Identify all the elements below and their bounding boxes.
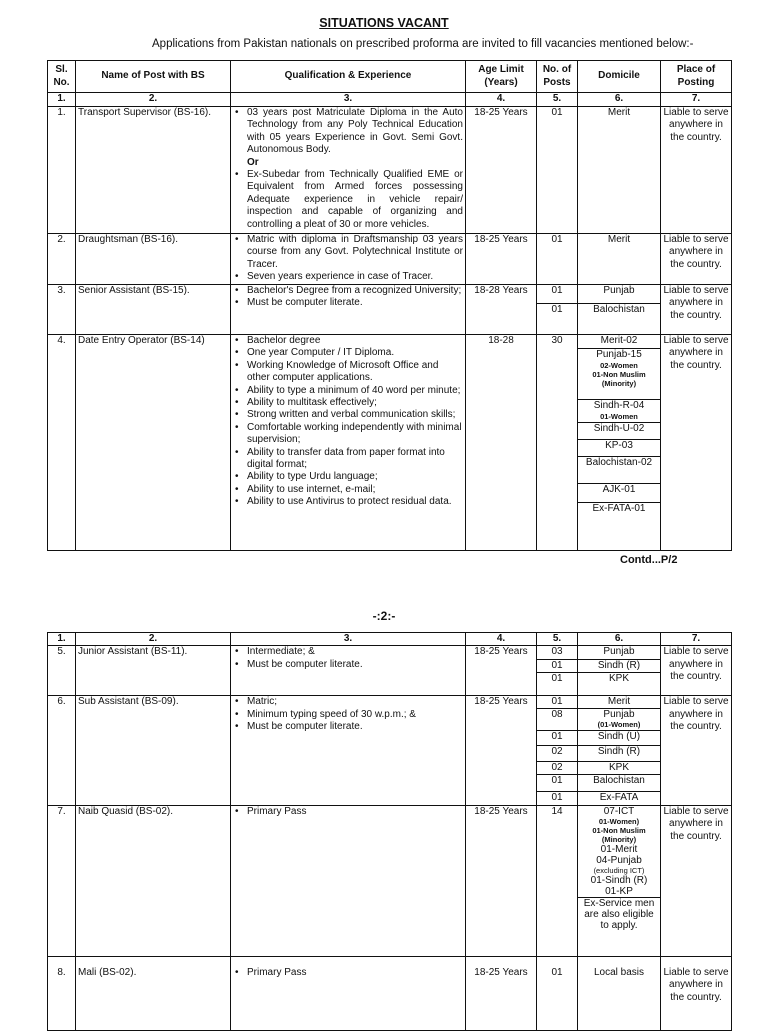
row-place: Liable to serve anywhere in the country.	[661, 696, 732, 805]
col-num: 5.	[537, 93, 578, 107]
row-age: 18-25 Years	[466, 234, 537, 285]
row-domicile: Local basis	[578, 956, 661, 1030]
qualification-item: • Matric with diploma in Draftsmanship 03 years course from any Govt. Polytechnical Institute or Tracer.	[247, 234, 463, 271]
col-num: 2.	[76, 93, 231, 107]
qualification-item: • Must be computer literate.	[247, 659, 463, 671]
posts-value: 01	[537, 303, 577, 316]
qualification-item: • Ex-Subedar from Technically Qualified EME or Equivalent from Armed forces possessing Adequate experience in vehicle repair/ inspection and capable of organizing and controlling a pleat of 30 or more vehicles.	[247, 169, 463, 231]
vacancy-table-page2	[47, 632, 732, 1031]
qualification-item: • Intermediate; &	[247, 646, 463, 658]
row-posts: 30	[537, 335, 578, 551]
domicile-value: Balochistan	[578, 303, 660, 316]
row-post: Date Entry Operator (BS-14)	[76, 335, 231, 551]
header-row	[48, 61, 732, 93]
row-qualification	[231, 696, 466, 805]
posts-value: 01	[551, 285, 563, 296]
page-title: SITUATIONS VACANT	[319, 16, 449, 30]
column-number-row	[48, 93, 732, 107]
qualification-item: • Bachelor's Degree from a recognized University;	[247, 285, 463, 297]
row-post: Sub Assistant (BS-09).	[76, 696, 231, 805]
row-age: 18-25 Years	[466, 805, 537, 956]
row-place: Liable to serve anywhere in the country.	[661, 805, 732, 956]
row-sl: 1.	[48, 107, 76, 234]
col-num: 4.	[466, 93, 537, 107]
row-age: 18-25 Years	[466, 107, 537, 234]
header-qualification: Qualification & Experience	[231, 61, 466, 93]
posts-value: 01	[537, 730, 577, 745]
row-age: 18-28	[466, 335, 537, 551]
domicile-note: (excluding ICT)	[593, 865, 645, 875]
row-domicile	[578, 805, 661, 956]
qualification-item: • Ability to use internet, e-mail;	[247, 484, 463, 496]
page-number-marker: -:2:-	[372, 609, 396, 623]
row-posts	[537, 696, 578, 805]
row-age: 18-25 Years	[466, 956, 537, 1030]
row-posts	[537, 646, 578, 696]
domicile-value: 04-Punjab	[596, 854, 642, 866]
qualification-item: • One year Computer / IT Diploma.	[247, 347, 463, 359]
posts-value: 02	[537, 761, 577, 774]
domicile-note: 01-Non Muslim	[592, 825, 646, 835]
domicile-value: KPK	[578, 761, 660, 774]
domicile-value: 07-ICT	[603, 805, 635, 817]
col-num: 1.	[48, 93, 76, 107]
domicile-note: (Minority)	[601, 379, 637, 389]
posts-value: 01	[537, 672, 577, 685]
domicile-value: Punjab-15	[596, 349, 642, 360]
domicile-group	[578, 708, 660, 730]
col-num: 7.	[661, 633, 732, 646]
row-qualification	[231, 646, 466, 696]
row-qualification	[231, 234, 466, 285]
table-row	[48, 956, 732, 1030]
row-place: Liable to serve anywhere in the country.	[661, 956, 732, 1030]
domicile-value: KP-03	[578, 439, 660, 456]
row-sl: 6.	[48, 696, 76, 805]
domicile-note: (01-Women)	[597, 720, 641, 730]
table-row	[48, 646, 732, 696]
domicile-value: 01-Sindh (R)	[590, 874, 648, 886]
domicile-value: 01-Merit	[600, 843, 638, 855]
qualification-item: • Minimum typing speed of 30 w.p.m.; &	[247, 709, 463, 721]
col-num: 4.	[466, 633, 537, 646]
row-age: 18-25 Years	[466, 696, 537, 805]
row-sl: 8.	[48, 956, 76, 1030]
domicile-note: 01-Non Muslim	[592, 370, 646, 380]
qualification-item: • Ability to transfer data from paper format into digital format;	[247, 447, 463, 472]
col-num: 1.	[48, 633, 76, 646]
col-num: 3.	[231, 633, 466, 646]
row-post: Naib Quasid (BS-02).	[76, 805, 231, 956]
row-qualification	[231, 956, 466, 1030]
qualification-item: • Ability to type a minimum of 40 word per minute;	[247, 385, 463, 397]
qualification-item: • Comfortable working independently with minimal supervision;	[247, 422, 463, 447]
row-qualification	[231, 805, 466, 956]
row-posts: 14	[537, 805, 578, 956]
col-num: 7.	[661, 93, 732, 107]
row-age: 18-25 Years	[466, 646, 537, 696]
qualification-item: • Working Knowledge of Microsoft Office and other computer applications.	[247, 360, 463, 385]
row-place: Liable to serve anywhere in the country.	[661, 335, 732, 551]
domicile-value: KPK	[578, 672, 660, 685]
domicile-value: Balochistan-02	[578, 456, 660, 483]
row-sl: 7.	[48, 805, 76, 956]
row-post: Senior Assistant (BS-15).	[76, 285, 231, 335]
qualification-item: • Must be computer literate.	[247, 721, 463, 733]
posts-value: 02	[537, 745, 577, 761]
col-num: 2.	[76, 633, 231, 646]
col-num: 6.	[578, 93, 661, 107]
row-domicile: Merit	[578, 107, 661, 234]
row-domicile	[578, 335, 661, 551]
row-qualification	[231, 107, 466, 234]
qualification-item: • Ability to type Urdu language;	[247, 471, 463, 483]
domicile-note: 02-Women	[600, 361, 638, 371]
posts-value: 08	[537, 708, 577, 730]
qualification-item: • 03 years post Matriculate Diploma in the Auto Technology from any Poly Technical Education with 05 years Experience in Govt. Semi Govt. Autonomous Body.	[247, 107, 463, 157]
row-sl: 2.	[48, 234, 76, 285]
domicile-value: Punjab	[603, 709, 635, 721]
qualification-item: • Must be computer literate.	[247, 297, 463, 309]
domicile-group	[578, 399, 660, 422]
row-place: Liable to serve anywhere in the country.	[661, 107, 732, 234]
row-qualification	[231, 335, 466, 551]
intro-text: Applications from Pakistan nationals on prescribed proforma are invited to fill vacancies mentioned below:-	[152, 38, 694, 50]
domicile-note: 01-Women)	[598, 816, 640, 826]
domicile-value: Ex-FATA	[578, 791, 660, 804]
row-sl: 5.	[48, 646, 76, 696]
domicile-group	[578, 348, 660, 399]
row-post: Transport Supervisor (BS-16).	[76, 107, 231, 234]
domicile-value: Merit-02	[600, 335, 638, 346]
header-age: Age Limit (Years)	[466, 61, 537, 93]
row-posts: 01	[537, 956, 578, 1030]
row-domicile	[578, 646, 661, 696]
domicile-value: Punjab	[603, 646, 635, 658]
posts-value: 01	[551, 696, 563, 708]
row-post: Junior Assistant (BS-11).	[76, 646, 231, 696]
continued-note: Contd...P/2	[620, 554, 678, 566]
qualification-item: • Ability to use Antivirus to protect residual data.	[247, 496, 463, 508]
domicile-value: Merit	[607, 696, 631, 708]
qualification-item: • Primary Pass	[247, 967, 463, 979]
qualification-item: • Matric;	[247, 696, 463, 708]
col-num: 3.	[231, 93, 466, 107]
domicile-value: Sindh (R)	[578, 745, 660, 761]
posts-value: 03	[551, 646, 563, 658]
qualification-item: • Bachelor degree	[247, 335, 463, 347]
domicile-value: Punjab	[603, 285, 635, 296]
domicile-value: Sindh (R)	[578, 659, 660, 672]
header-place: Place of Posting	[661, 61, 732, 93]
qualification-item: • Ability to multitask effectively;	[247, 397, 463, 409]
domicile-value: Sindh (U)	[578, 730, 660, 745]
domicile-value: Sindh-U-02	[578, 422, 660, 439]
row-domicile: Merit	[578, 234, 661, 285]
header-domicile: Domicile	[578, 61, 661, 93]
row-place: Liable to serve anywhere in the country.	[661, 234, 732, 285]
table-row	[48, 285, 732, 335]
posts-value: 01	[537, 659, 577, 672]
table-row	[48, 805, 732, 956]
domicile-value: Ex-FATA-01	[578, 502, 660, 515]
row-sl: 4.	[48, 335, 76, 551]
domicile-note: Ex-Service men are also eligible to apply.	[578, 897, 660, 931]
row-post: Mali (BS-02).	[76, 956, 231, 1030]
table-row	[48, 335, 732, 551]
qualification-or: Or	[247, 156, 259, 168]
domicile-value: 01-KP	[605, 885, 633, 897]
table-row	[48, 107, 732, 234]
domicile-value: Sindh-R-04	[593, 400, 645, 411]
posts-value: 01	[537, 791, 577, 804]
row-post: Draughtsman (BS-16).	[76, 234, 231, 285]
domicile-note: 01-Women	[600, 412, 638, 422]
domicile-value: AJK-01	[578, 483, 660, 502]
row-domicile	[578, 696, 661, 805]
row-sl: 3.	[48, 285, 76, 335]
qualification-item: • Primary Pass	[247, 806, 463, 818]
row-posts: 01	[537, 107, 578, 234]
row-posts	[537, 285, 578, 335]
table-row	[48, 234, 732, 285]
header-posts: No. of Posts	[537, 61, 578, 93]
row-domicile	[578, 285, 661, 335]
vacancy-table-page1	[47, 60, 732, 551]
qualification-item: • Strong written and verbal communication skills;	[247, 409, 463, 421]
row-place: Liable to serve anywhere in the country.	[661, 646, 732, 696]
posts-value: 01	[537, 774, 577, 791]
row-posts: 01	[537, 234, 578, 285]
column-number-row	[48, 633, 732, 646]
col-num: 5.	[537, 633, 578, 646]
row-qualification	[231, 285, 466, 335]
row-age: 18-28 Years	[466, 285, 537, 335]
domicile-note: (Minority)	[601, 834, 637, 844]
row-place: Liable to serve anywhere in the country.	[661, 285, 732, 335]
header-sl: Sl. No.	[48, 61, 76, 93]
header-post: Name of Post with BS	[76, 61, 231, 93]
col-num: 6.	[578, 633, 661, 646]
table-row	[48, 696, 732, 805]
domicile-value: Balochistan	[578, 774, 660, 791]
qualification-item: • Seven years experience in case of Tracer.	[247, 271, 463, 283]
